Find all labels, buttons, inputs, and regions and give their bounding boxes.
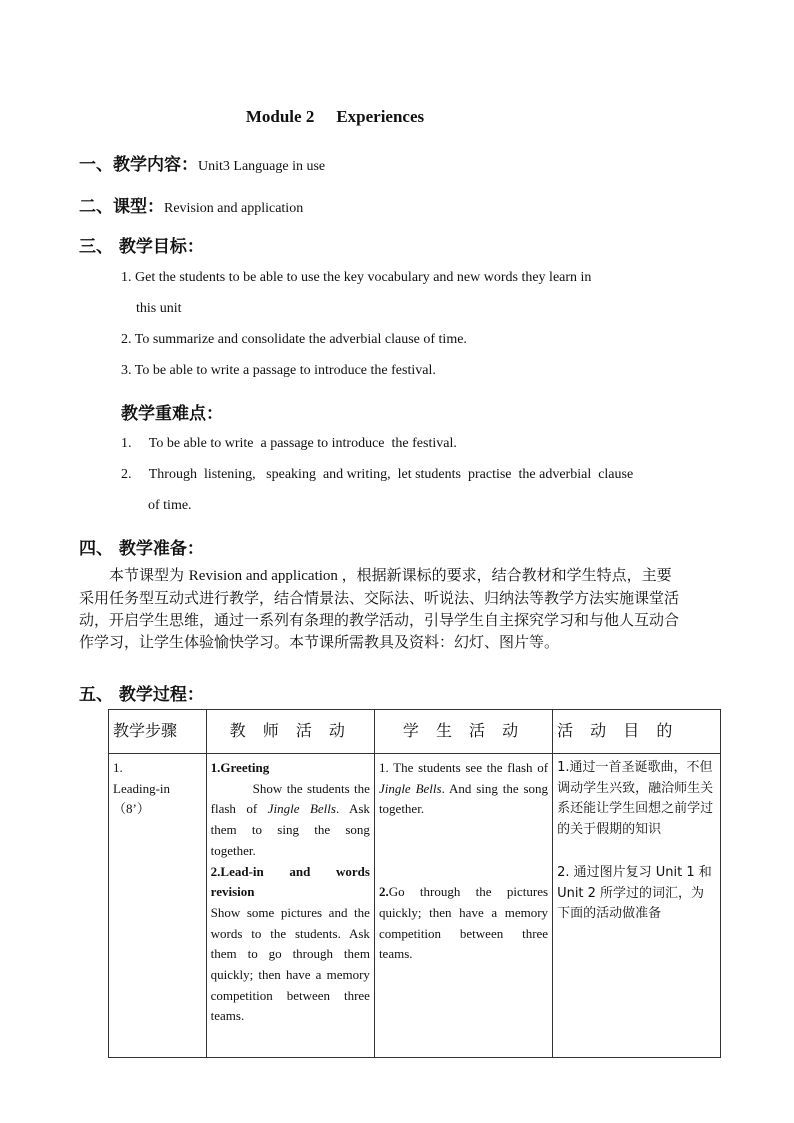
section-content-value: Unit3 Language in use — [198, 159, 326, 174]
objective-line-1: 1. Get the students to be able to use the key vocabulary and new words they learn in — [121, 270, 592, 285]
teacher-song-title: Jingle Bells — [267, 801, 336, 817]
objective-line-2: this unit — [136, 301, 182, 316]
step-name: Leading-in — [113, 780, 171, 796]
student-activity-2-number: 2. — [378, 884, 389, 900]
objective-line-3: 2. To summarize and consolidate the adverbial clause of time. — [121, 332, 467, 347]
teacher-heading-greeting: 1.Greeting — [210, 760, 270, 775]
table-row — [109, 754, 721, 1058]
student-song-title: Jingle Bells — [378, 780, 442, 796]
section-type-label: 二、课型： — [79, 197, 164, 217]
preparation-text-b: 根据新课标的要求，结合教材和学生特点，主要采用任务型互动式进行教学，结合情景法、交际法、听说法、归纳法等教学方法实施课堂活动，开启学生思维，通过一系列有条理的教学活动，引导学生自主探究学习和与他人互动合作学习，让学生体验愉快学习。本节课所需教具及资料：幻灯、图片等。 — [79, 566, 680, 651]
cell-student — [374, 754, 552, 1058]
purpose-2: 2. 通过图片复习 Unit 1 和 Unit 2 所学过的词汇，为下面的活动做准备 — [557, 864, 712, 922]
student-activity-2 — [379, 882, 548, 965]
step-time: （8’） — [113, 801, 150, 817]
cell-teacher — [206, 754, 374, 1058]
header-step: 教学步骤 — [109, 710, 207, 754]
student-activity-2-text: Go through the pictures quickly; then have a memory competition between three teams. — [378, 884, 549, 962]
section-type — [79, 192, 303, 217]
preparation-paragraph — [79, 564, 679, 653]
section-content-label: 一、教学内容： — [79, 155, 198, 175]
cell-purpose — [553, 754, 721, 1058]
teacher-greeting-b: . Ask them to sing the song together. — [210, 801, 370, 858]
preparation-text-a: 本节课型为 — [109, 566, 189, 584]
section-objectives-label: 三、 教学目标： — [79, 237, 204, 257]
table-header-row — [109, 710, 721, 754]
title-topic: Experiences — [336, 107, 425, 126]
section-key-points-label: 教学重难点： — [121, 404, 223, 424]
title-module: Module 2 — [245, 107, 315, 126]
teacher-greeting-text — [211, 779, 370, 862]
header-purpose: 活 动 目 的 — [553, 710, 721, 754]
section-preparation-label: 四、 教学准备： — [79, 539, 204, 559]
step-number: 1. — [113, 760, 123, 775]
teacher-heading-leadin: 2.Lead-in and words revision — [210, 863, 370, 900]
purpose-1: 1.通过一首圣诞歌曲，不但调动学生兴致，融洽师生关系还能让学生回想之前学过的关于假期的知识 — [557, 760, 714, 838]
key-point-line-3: of time. — [148, 498, 192, 513]
cell-step — [109, 754, 207, 1058]
objective-line-4: 3. To be able to write a passage to introduce the festival. — [121, 363, 436, 378]
document-title — [0, 107, 670, 127]
header-teacher: 教 师 活 动 — [206, 710, 374, 754]
student-activity-1a: 1. The students see the flash of — [378, 760, 549, 775]
section-type-value: Revision and application — [164, 201, 304, 216]
process-table — [108, 709, 721, 1058]
teacher-greeting-a: Show the students the flash of — [210, 780, 370, 817]
key-point-line-1: 1. To be able to write a passage to introduce the festival. — [121, 436, 457, 451]
student-activity-1 — [379, 758, 548, 820]
section-content — [79, 150, 325, 175]
header-student: 学 生 活 动 — [374, 710, 552, 754]
key-point-line-2: 2. Through listening, speaking and writing, let students practise the adverbial clause — [121, 467, 634, 482]
section-process-label: 五、 教学过程： — [79, 685, 204, 705]
teacher-leadin-text: Show some pictures and the words to the students. Ask them to go through them quickly; then have a memory competition between three teams. — [210, 904, 370, 1024]
student-activity-1b: . And sing the song together. — [378, 780, 549, 817]
preparation-text-en: Revision and application ， — [188, 568, 357, 584]
